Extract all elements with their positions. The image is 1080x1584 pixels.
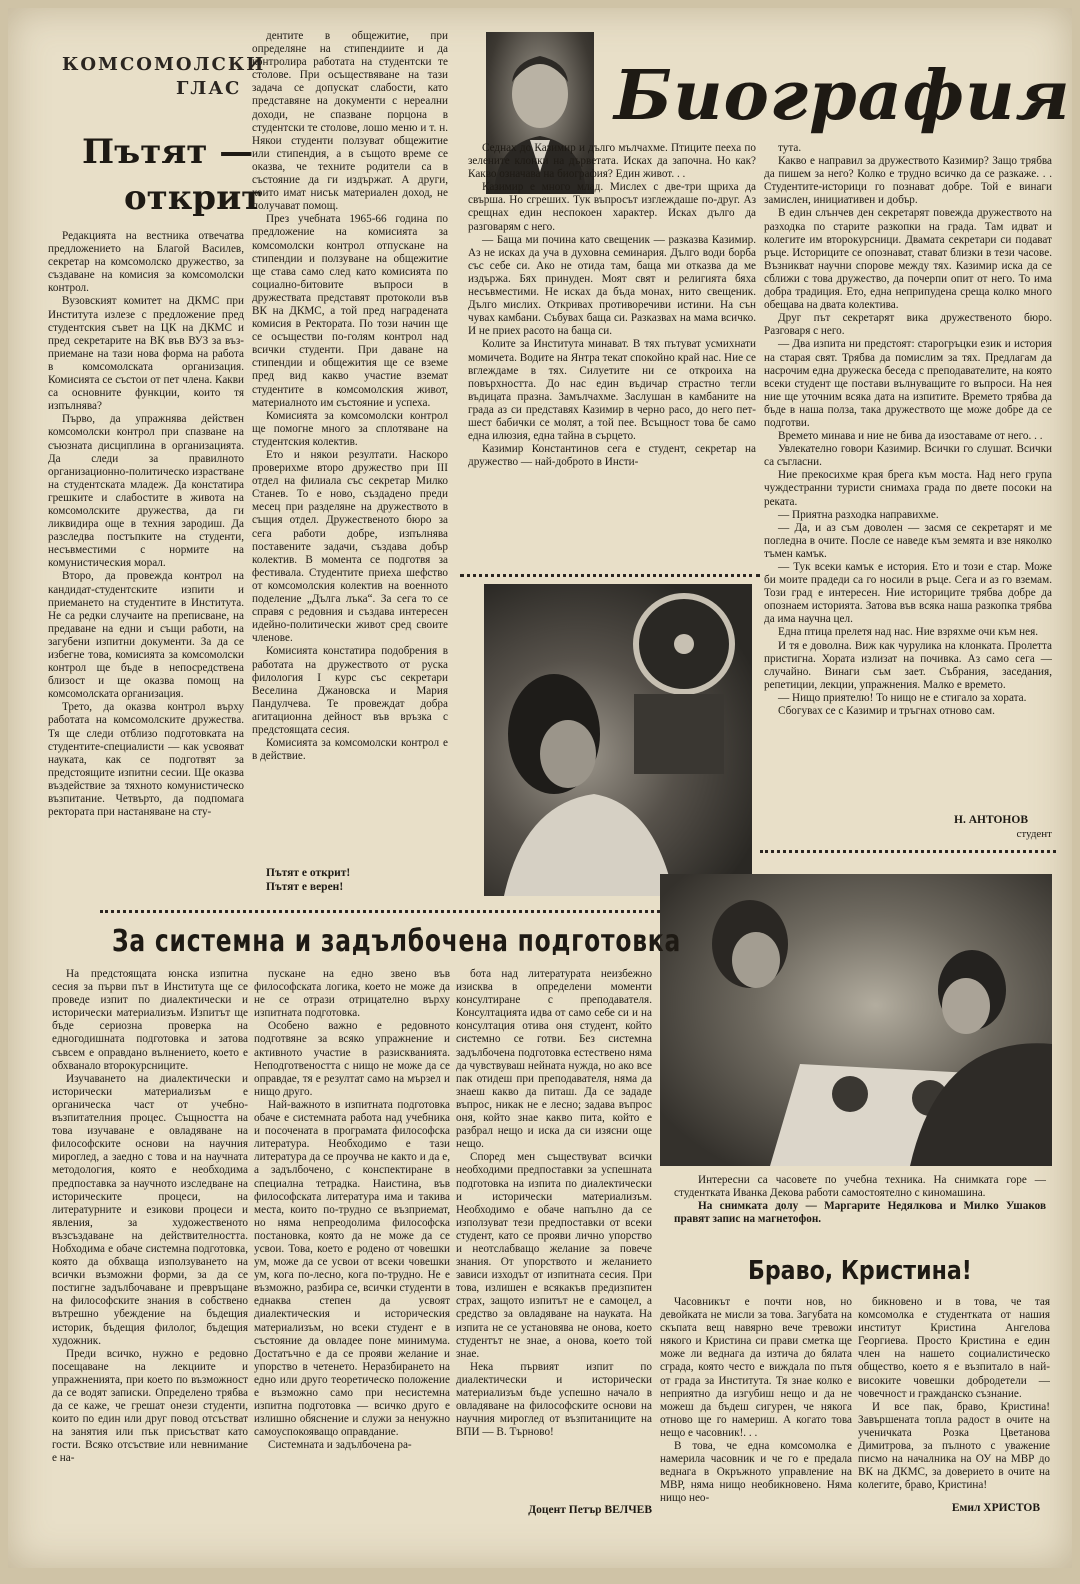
col2-paragraphs-paragraph: През учебната 1965-66 година по предложение на комисията за комсомолски контрол отпускане на стипендии и ползуване на общежитие ще става само след като комисията по социално-битовите въпроси в дружествата представят протоколи във ВК на ДКМС, а той пред наградената комисия в Ректората. По този начин ще се осъществи по-голям контрол над всички студенти. При даване на стипендии и общежития ще се взeме пред вид какво участие вземат студентите в комсомолския живот, материалното им състояние и успеха.: [252, 213, 448, 409]
bravo-col2-paragraph: И все пак, браво, Кристина! Завършената топла радост в очите на ученичката Розка Цветанова Димитрова, за пълното с уважение писмо на началника на ОУ на МВР до ВК на ДКМС, за доверието в очите на колегите, браво, Кристина!: [858, 1400, 1050, 1492]
article-bio-col2: [764, 142, 1052, 824]
bio-right-paragraphs-paragraph: Какво е направил за дружеството Казимир? Защо трябва да пишем за него? Колко е трудно всичко да се разкаже. . . Студентите-историци го познават добре. Той е винаги замислен, инициативен и добър.: [764, 155, 1052, 207]
bravo-col2-paragraph: бикновено и в това, че тая комсомолка е студентката от нашия институт Кристина Ангелова Георгиева. Просто Кристина е един член на нашето социалистическо общество, което я е възпитало в най-високите човешки добродетели — човечност и гражданско съзнание.: [858, 1296, 1050, 1400]
bio-right-paragraphs-paragraph: Ние прекосихме края брега към моста. Над него група чуждестранни туристи снимаха града по двете посоки на реката.: [764, 469, 1052, 508]
divider-dots: [460, 574, 760, 577]
col1-paragraphs-paragraph: Редакцията на вестника отвечатва предложението на Благой Василев, секретар на комсомолско дружество, за създаване на комисия за комсомолски контрол.: [48, 230, 244, 295]
bio-mid-paragraphs-paragraph: — Баща ми почина като свещеник — разказва Казимир. Аз не исках да уча в духовна семинария. Дълго води борба със себе си. Ако не отида там, баща ми отказва да ме издържа. Бях принуден. Моят свят и религията бяха несъвместими. Не исках да бъда монах, нито свещеник. Дълго мислих. Откривах противоречиви истини. На сън чувах камбани. Събувах баща си. Разказвах на мама всичко. И не приех расото на баща си.: [468, 233, 756, 338]
sys-col1-paragraph: Преди всичко, нужно е редовно посещаване на лекциите и упражненията, при което по възможност да се водят записки. Определено трябва да се каже, че грешат онези студенти, които по един или друг повод отсъстват на занятия или пък присъстват като гости. Всяко отсъствие или невнимание е на-: [52, 1347, 248, 1465]
headline-systematic: За системна и задълбочена подготовка: [112, 924, 682, 959]
bio-right-paragraphs-paragraph: — Да, и аз съм доволен — засмя се секретарят и ме погледна в очите. После се наведе към земята и взе няколко тъмен камък.: [764, 521, 1052, 560]
col2-paragraphs-paragraph: дентите в общежитие, при определяне на стипендиите и да контролира работата на студентски те столове. При осъществяване на тази задача се допускат слабости, като представяне на документи с нереални доходи, не спазване порцона в студентски те столове, лошо меню и т. н. Някои студенти ползуват общежитие или стипендия, а в същото време се оказва, че техните родители са в състояние да ги издържат. А други, които имат нисък материален доход, не получават помощ.: [252, 30, 448, 213]
bio-right-paragraphs-paragraph: И тя е доволна. Виж как чурулика на клонката. Пролетта пристигна. Хората излизат на почивка. Аз само сега — случайно. Винаги съм зает. Събрания, заседания, репетиции, лекции, упражнения. Малко е времето.: [764, 639, 1052, 691]
article-bravo-col1: [660, 1296, 852, 1526]
sys-col2-paragraph: Особено важно е редовното подготвяне за всяко упражнение и активното участие в разискванията. Неподготвеността с нищо не може да се оправдае, тя е резултат само на мързел и нищо друго.: [254, 1020, 450, 1098]
sys-col1-paragraph: Изучаването на диалектически и исторически материализъм е органическа част от учебно-възпитателния процес. Същността на това изучаване е овладяване на философските основи на научния мироглед, а заедно с това и на научната методология, която е необходима предпоставка за научното изследване на историческите процеси, на литературните и езикови процеси и явления, за художественото възсъздаване на действителността. Нобходима е обаче системна подготовка, която да обхваща използуването на всички възможни форми, за да се постигне задълбочаване и превръщане на философските знания в собствено вътрешно убеждение на бъдещия историк, бъдещия филолог, бъдещия художник.: [52, 1072, 248, 1347]
headline-bravo: Браво, Кристина!: [748, 1256, 972, 1286]
article-bio-col1: [468, 142, 756, 574]
sys-col2-paragraph: Системната и задълбочена ра-: [268, 1439, 412, 1452]
bio-right-paragraphs-paragraph: — Приятна разходка направихме.: [778, 508, 939, 521]
article-path-col2: [252, 30, 448, 864]
col1-paragraphs-paragraph: Второ, да провежда контрол на кандидат-студентските изпити и приемането на студентите в Института. Не са редки случаите на преписване, на предаване на едни и същи работи, на загубени изпитни документи. За да се избегне това, комисията за комсомолски контрол ще бъде в непосредствена близост и ще оказва помощ на комсомолската организация.: [48, 570, 244, 701]
bio-right-paragraphs-paragraph: Времето минава и ние не бива да изоставаме от него. . .: [778, 430, 1043, 443]
col2-paragraphs-paragraph: Комисията за комсомолски контрол е в действие.: [252, 737, 448, 763]
sys-col3-paragraph: бота над литературата неизбежно изисква в определени моменти консултиране с преподавателя. Консултацията идва от само себе си и на консултация отива оня студент, който системно се готви. Без системна задълбочена подготовка естествено няма да чувствуваш нейната нужда, но ако все пак отидеш при преподавателя, няма да знаеш какво да питаш. Да се зададе въпрос, никак не е лесно; задава въпрос оня, който знае какво пита, който е разбрал нещо и иска да си изясни още нещо.: [456, 968, 652, 1151]
sys-col2-paragraph: Най-важното в изпитната подготовка обаче е системната работа над учебника и посочената в програмата философска литература. Необходимо е тази литература да се проучва не както и да е, а задълбочено, с конспектиране в специална тетрадка. Наистина, във философската литература има и такива места, които по-трудно се възприемат, но няма непреодолима философска постановка, която да не може да се усвои. Това, което е родено от човешки ум, може да се усвои от всеки човешки ум, кога по-лесно, кога по-трудно. Не е възможно, разбира се, всички студенти в еднаква степен да усвоят диалектическия и историческия материализъм, но всеки студент е в състояние да овладее поне минимума. Достатъчно е да се прояви желание и упорство в четенето. Неразбирането на едно или друго теоретическо положение е възможно само при несистемна изпитна подготовка — всичко друго е излишно обяснение и служи за ненужно самоуспокояващо оправдание.: [254, 1098, 450, 1439]
bio-mid-paragraphs-paragraph: Казимир Константинов сега е студент, секретар на дружество — най-доброто в Инсти-: [468, 443, 756, 469]
photo-caption-1: Интересни са часовете по учебна техника. На снимката горе — студентката Иванка Декова работи самостоятелно с киномашина.: [674, 1174, 1046, 1199]
sys-col3-paragraph: Нека първият изпит по диалектически и исторически материализъм бъде успешно начало в овладяване на философските основи на научния мироглед от възпитаниците на ВПИ — В. Търново!: [456, 1360, 652, 1439]
bravo-col1-paragraph: Часовникът е почти нов, но девойката не мисли за това. Загубата на скъпата вещ навярно вече тревожи някого и Кристина си прави сметка ще може ли веднага да изтича до бялата сграда, която често е виждала по пътя от града за Института. Тя знае колко е неприятно да изгубиш нещо и да не можеш да бъдеш сигурен, че някога отново ще го намериш. А когато това нещо е часовник!. . .: [660, 1296, 852, 1439]
article-bravo-col2: [858, 1296, 1050, 1496]
bio-mid-paragraphs-paragraph: Седнах до Казимир и дълго мълчахме. Птиците пееха по зелените клонки на дърветата. Исках да започна. Но как? Какво означава на биография? Един живот. . .: [468, 142, 756, 181]
col1-paragraphs-paragraph: Първо, да упражнява действен комсомолски контрол при спазване на съюзната дисциплина в организацията. Да следи за правилното организационно-политическо израстване на студентската младеж. Да констатира грешките и слабостите в живота на комсомолските дружества, да ги ликвидира още в техния зародиш. Да разследва постъпките на студенти, несъвместими с нормите на комунистическия морал.: [48, 413, 244, 570]
bio-mid-paragraphs-paragraph: Казимир е много млад. Мислех с две-три щриха да свърша. Но сгреших. Тук въпросът изглеждаше по-друг. Аз срещнах един неспокоен характер. Исках дълго да разговарям с него.: [468, 181, 756, 233]
section-kicker-2: ГЛАС: [176, 78, 242, 99]
col1-paragraphs-paragraph: Трето, да оказва контрол върху работата на комсомолските дружества. Тя ще следи отблизо подготовката на студентите-специалисти — как усвояват науката, как се подготвят за предстоящите изпитни сесии. Ще оказва въздействие за тяхното комунистическо възпитание. Четвърто, да подпомага ректората при настаняване на сту-: [48, 701, 244, 819]
section-kicker: КОМСОМОЛСКИ: [62, 54, 266, 75]
bio-right-paragraphs-paragraph: Увлекателно говори Казимир. Всички го слушат. Всички са съгласни.: [764, 443, 1052, 469]
bio-right-paragraphs-paragraph: — Два изпита ни предстоят: старогръцки език и история на старая свят. Трябва да помислим за тях. Предлагам да насрочим една дружеска беседа с преподавателите, на която всеки студент ще постави вълнуващите го въпроси. На нея ние ще уточним всяка дата на изпитите. Времето трябва да бъде в наша полза, така дружеството ще може добре да се подготви.: [764, 338, 1052, 429]
photo-caption: [674, 1174, 1046, 1226]
article-sys-col3: [456, 968, 652, 1502]
bio-right-paragraphs-paragraph: В един слънчев ден секретарят повежда дружеството на разходка по старите разкопки на града. Там идват и колегите им второкурсници. Двамата секретари си подават ръце. Историците се опознават, стават близки в тези часове. Възникват научни спорове между тях. Казимир иска да се сближи с това дружество, да почерпи опит от него. То има добра традиция. Ето, една неприпудена среща колко много обещава на двата колектива.: [764, 207, 1052, 312]
newspaper-page: [8, 8, 1072, 1568]
sys-col3-paragraph: Според мен съществуват всички необходими предпоставки за успешната подготовка на изпита по диалектически и исторически материализъм. Необходимо е обаче напълно да се използуват тези предпоставки от всеки студент, като се прояви лично упорство и неотслабващо желание за повече знания. От упорството и желанието зависи изходът от изпитната сесия. При това, излишен е всякакъв предизпитен страх, защото изпитът не е самоцел, а средство за овладяване на науката. На изпита не се установява не онова, което студентът не знае, а онова, което той знае.: [456, 1151, 652, 1360]
closing-line-1: Пътят е открит!: [266, 867, 351, 879]
col1-paragraphs-paragraph: Вузовският комитет на ДКМС при Института излезе с предложение пред студентския съвет на ЦК на ДКМС и пред секретарите на ВК във ВУЗ за възприемане на тази нова форма на работа в комсомолската организация. Комисията се състои от пет члена. Какви са основните функции, които тя изпълнява?: [48, 295, 244, 413]
headline-path-2: открит: [124, 178, 263, 218]
sys-col2-paragraph: пускане на едно звено във философската логика, което не може да не се отрази отрицателно върху изпитната подготовка.: [254, 968, 450, 1020]
bio-signature-name: Н. АНТОНОВ: [954, 814, 1028, 826]
col2-paragraphs-paragraph: Ето и някои резултати. Наскоро проверихме второ дружество при III отдел на филиала със секретар Милко Станев. То е ново, създадено преди месец при разделяне на дружеството в същия отдел. Дружественото бюро за сега работи добре, изпълнява поставените задачи, създава добър колектив. В момента се подготвя за фестивала. Студентите приеха шефство от комсомолския колектив на военното поделение „Дълга лъка“. За сега то се справя с редовния и създава интересен идейно-политически живот сред своите членове.: [252, 449, 448, 645]
headline-biography: Биография: [614, 56, 1071, 136]
film-projector-photo: [484, 584, 752, 896]
photo-caption-2: На снимката долу — Маргарите Недялкова и Милко Ушаков правят запис на магнетофон.: [674, 1200, 1046, 1225]
bio-right-paragraphs-paragraph: тута.: [778, 142, 802, 154]
bravo-signature: Емил ХРИСТОВ: [951, 1502, 1040, 1514]
article-path-closing: [252, 866, 448, 894]
divider-dots: [760, 850, 1056, 853]
article-sys-col2: [254, 968, 450, 1528]
headline-path-1: Пътят —: [82, 132, 254, 172]
bio-right-paragraphs-paragraph: Друг път секретарят вика дружественото бюро. Разговаря с него.: [764, 312, 1052, 338]
divider-dots: [100, 910, 660, 913]
article-path-col1: [48, 230, 244, 892]
tape-recorder-photo: [660, 874, 1052, 1166]
sys-signature: Доцент Петър ВЕЛЧЕВ: [528, 1504, 652, 1516]
closing-line-2: Пътят е верен!: [266, 881, 344, 893]
col2-paragraphs-paragraph: Комисията констатира подобрения в работата на дружеството от руска филология I курс със секретари Веселина Джановска и Мария Пандулчева. Те провеждат добра агитационна дейност във връзка с предстоящата сесия.: [252, 645, 448, 736]
bio-right-paragraphs-paragraph: — Нищо приятелю! То нищо не е стигало за хората.: [778, 691, 1027, 704]
bio-right-paragraphs-paragraph: — Тук всеки камък е история. Ето и този е стар. Може би моите прадеди са го носили в ръце. Сега и аз го вземам. Този град е интересен. Ние историците трябва добре да опознаем историята. Затова във всяка наша разкопка трябва да има научна цел.: [764, 561, 1052, 626]
bio-signature-role: студент: [1016, 828, 1052, 840]
bio-right-paragraphs-paragraph: Сбогувах се с Казимир и тръгнах отново сам.: [778, 705, 995, 718]
article-sys-col1: [52, 968, 248, 1528]
bravo-col1-paragraph: В това, че една комсомолка е намерила часовник и че го е предала веднага в Окръжното управление на МВР, няма нищо необикновено. Няма нищо нео-: [660, 1440, 852, 1505]
col2-paragraphs-paragraph: Комисията за комсомолски контрол ще помогне много за сплотяване на студентския колектив.: [252, 409, 448, 448]
sys-col1-paragraph: На предстоящата юнска изпитна сесия за първи път в Института ще се проведе изпит по диалектически и исторически материализъм. Изпитът ще бъде сериозна проверка на едногодишната подготовка и затова съвсем е оправдано вълнението, което е обхванало второкурсниците.: [52, 968, 248, 1072]
bio-right-paragraphs-paragraph: Една птица прелетя над нас. Ние взряхме очи към нея.: [778, 626, 1039, 639]
bio-mid-paragraphs-paragraph: Колите за Института минават. В тях пътуват усмихнати момичета. Водите на Янтра текат спокойно край нас. Ние се вглеждаме в тях. Силуетите ни се откроиха на повърхността. До нас един въдичар страстно тегли въдицата празна. Замълчахме. Заслушан в камбаните на града аз си представях Казимир в черно расо, до него пет-шест бабички се молят, а той пее. Всъщност това бе само една илюзия, една тайна в сърцето.: [468, 338, 756, 443]
